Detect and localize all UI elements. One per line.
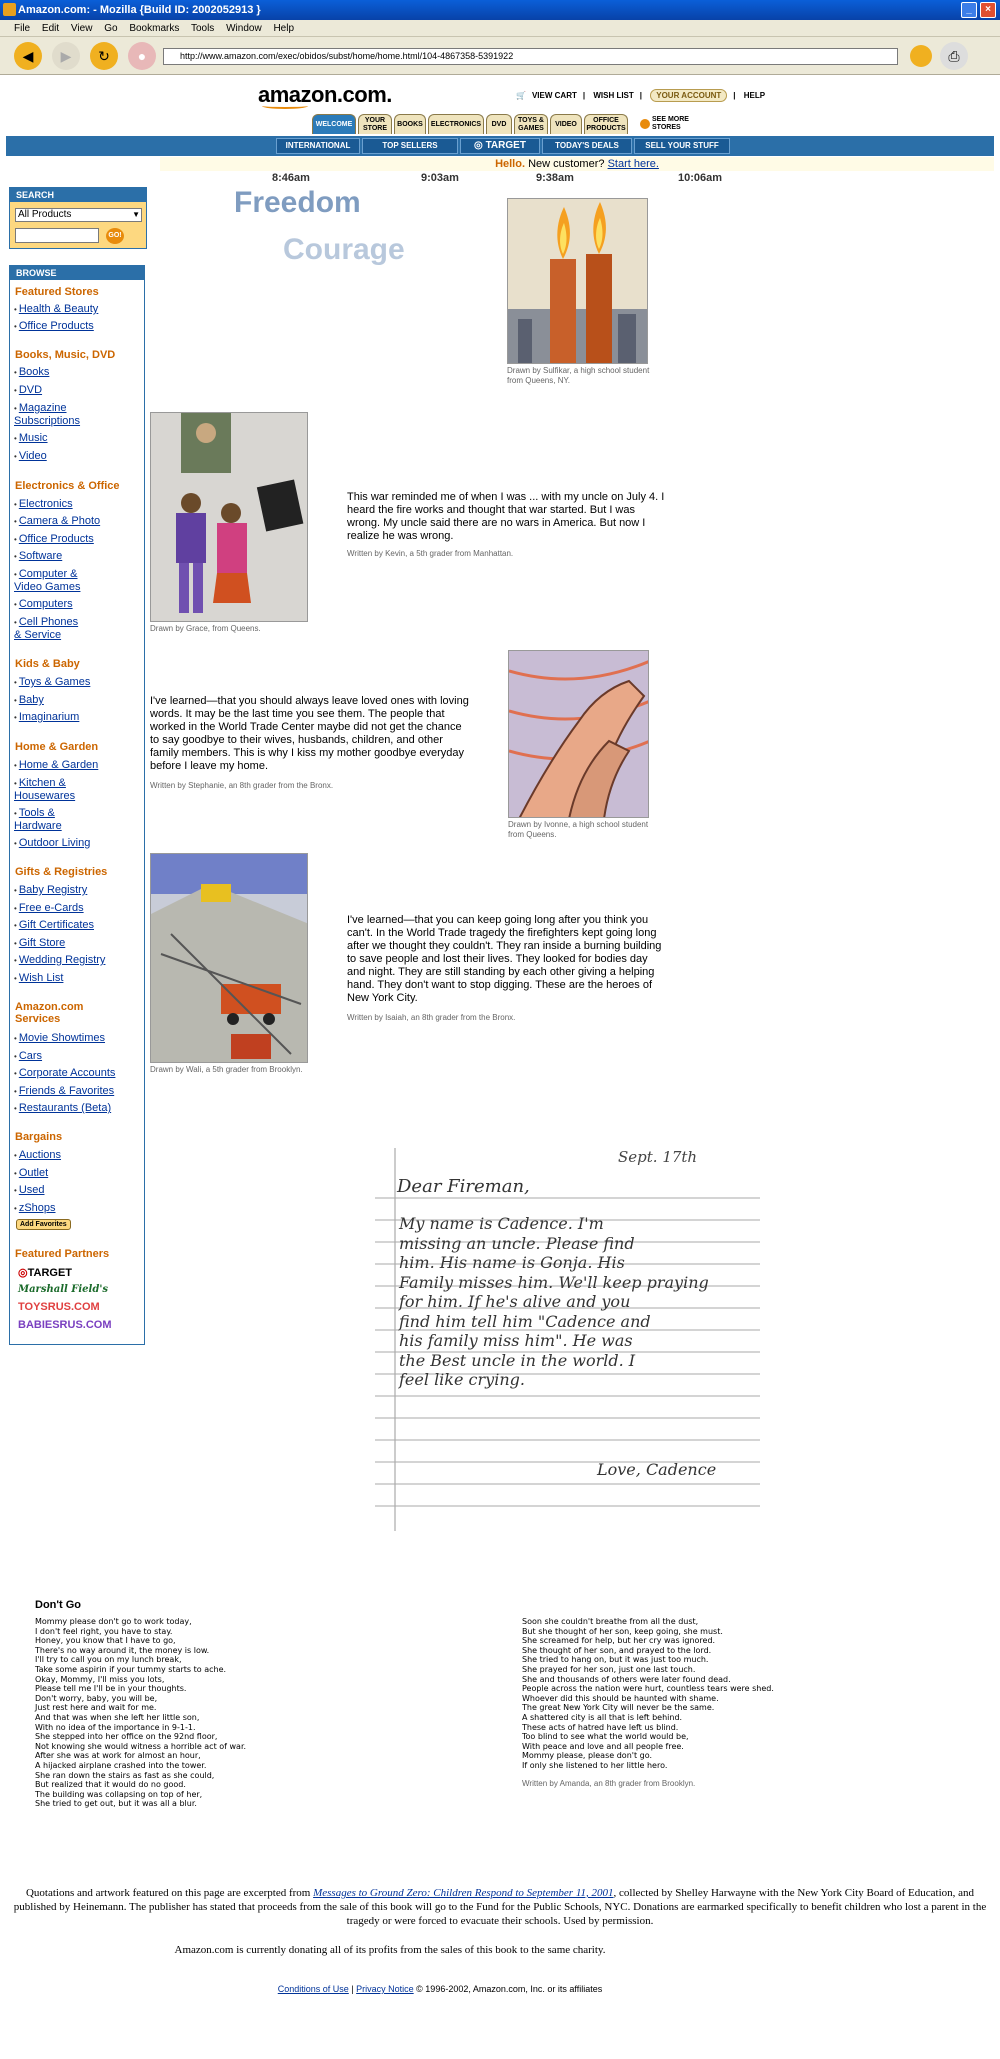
- time-label: 9:03am: [421, 172, 459, 184]
- back-icon[interactable]: ◀: [14, 42, 42, 70]
- browse-link[interactable]: • Gift Certificates: [14, 919, 94, 931]
- wali-drawing-svg: [151, 854, 308, 1063]
- browse-link[interactable]: • Baby: [14, 694, 44, 706]
- mozilla-icon: [3, 3, 16, 16]
- browse-link[interactable]: • DVD: [14, 384, 43, 396]
- caption: Drawn by Grace, from Queens.: [150, 624, 261, 633]
- search-icon[interactable]: [910, 45, 932, 67]
- browse-category: Electronics & Office: [15, 480, 120, 492]
- hello-text: Hello.: [495, 158, 526, 170]
- letter-greeting: Dear Fireman,: [397, 1176, 530, 1197]
- poem-left-column: Mommy please don't go to work today, I don't feel right, you have to stay. Honey, you know that I have to go, There's no way around it, the money is low. I'll try to call you on my lunch break, Take some aspirin if your tummy starts to ache. Okay, Mommy, I'll miss you lots, Please tell me I'll be in your thoughts. Don't worry, baby, you will be, Just rest here and wait for me. And that was when she left her little son, With no idea of the importance in 9-1-1. She stepped into her office on the 92nd floor, Not knowing she would witness a horrible act of war. After she was at work for almost an hour, A hijacked airplane crashed into the tower. She ran down the stairs as fast as she could, But realized that it would do no good. The building was collapsing on top of her, She tried to get out, but it was all a blur.: [35, 1617, 247, 1809]
- conditions-link[interactable]: Conditions of Use: [277, 1984, 349, 1994]
- print-icon[interactable]: ⎙: [940, 42, 968, 70]
- footnote: Quotations and artwork featured on this page are excerpted from Messages to Ground Zero: Children Respond to September 11, 2001, collected by Shelley Harwayne with the New York City Board of Education, and published by Heinemann. The publisher has stated that proceeds from the sale of this book will go to the Fund for the Public Schools, NYC. Donations are earmarked specifically to benefit children who lost a parent in the tragedy or were forced to evacuate their schools. Used by permission.: [13, 1887, 987, 1927]
- browse-nav: [9, 265, 145, 1345]
- tab-video[interactable]: VIDEO: [550, 114, 582, 134]
- forward-icon[interactable]: ▶: [52, 42, 80, 70]
- browse-category: Books, Music, DVD: [15, 349, 116, 361]
- browse-link[interactable]: • Health & Beauty: [14, 303, 99, 315]
- browse-link[interactable]: • Camera & Photo: [14, 515, 101, 527]
- browse-link[interactable]: • Friends & Favorites: [14, 1085, 115, 1097]
- menu-tools[interactable]: Tools: [190, 23, 215, 34]
- greeting-bar: [160, 157, 994, 171]
- amazon-logo[interactable]: amazon.com.: [258, 82, 392, 107]
- todays-deals-link[interactable]: TODAY'S DEALS: [542, 138, 632, 154]
- see-more-stores[interactable]: SEE MORE STORES: [640, 116, 692, 132]
- donation-note: Amazon.com is currently donating all of its profits from the sales of this book to the same charity.: [174, 1944, 606, 1956]
- browse-link[interactable]: • Wedding Registry: [14, 954, 106, 966]
- letter-signature: Love, Cadence: [597, 1460, 717, 1479]
- letter-body: My name is Cadence. I'm missing an uncle. Please find him. His name is Gonja. His Family misses him. We'll keep praying for him. If he's alive and you find him tell him "Cadence and his family miss him". He was the Best uncle in the world. I feel like crying.: [399, 1214, 709, 1389]
- amazon-smile-icon: [262, 103, 308, 109]
- ivonne-drawing: [508, 650, 649, 818]
- search-input[interactable]: [15, 228, 99, 243]
- view-cart-link[interactable]: VIEW CART: [531, 91, 577, 100]
- wish-list-link[interactable]: WISH LIST: [593, 91, 634, 100]
- browse-category: Featured Stores: [15, 286, 99, 298]
- browse-link[interactable]: • Kitchen & Housewares: [14, 777, 76, 802]
- browse-link[interactable]: • Cell Phones & Service: [14, 616, 79, 641]
- top-sellers-link[interactable]: TOP SELLERS: [362, 138, 458, 154]
- ivonne-drawing-svg: [509, 651, 649, 818]
- poem-title: Don't Go: [35, 1599, 81, 1611]
- caption: Drawn by Sulfikar, a high school student from Queens, NY.: [507, 366, 650, 385]
- browse-link[interactable]: • Office Products: [14, 320, 94, 332]
- time-label: 10:06am: [678, 172, 723, 184]
- browse-category: Amazon.com Services: [15, 1001, 84, 1025]
- browse-link[interactable]: • Baby Registry: [14, 884, 88, 896]
- browse-link[interactable]: • Music: [14, 432, 48, 444]
- search-heading: SEARCH: [10, 188, 146, 202]
- top-links: 🛒 VIEW CART | WISH LIST | YOUR ACCOUNT | HELP: [516, 91, 766, 100]
- browse-link[interactable]: • Office Products: [14, 533, 94, 545]
- partner-toysrus[interactable]: TOYSRUS.COM: [18, 1301, 100, 1313]
- browse-link[interactable]: • Computer & Video Games: [14, 568, 81, 593]
- url-bar[interactable]: [163, 48, 898, 65]
- wali-drawing: [150, 853, 308, 1063]
- byline: Written by Isaiah, an 8th grader from the Bronx.: [347, 1013, 516, 1022]
- candles-drawing: [507, 198, 648, 364]
- browse-category: Home & Garden: [15, 741, 99, 753]
- tab-electronics[interactable]: ELECTRONICS: [428, 114, 484, 134]
- navigation-toolbar: [0, 37, 1000, 75]
- time-label: 8:46am: [272, 172, 310, 184]
- menu-view[interactable]: View: [70, 23, 93, 34]
- browse-link[interactable]: • Movie Showtimes: [14, 1032, 106, 1044]
- partner-marshall-fields[interactable]: Marshall Field's: [18, 1284, 109, 1295]
- browse-category: Bargains: [15, 1131, 63, 1143]
- copyright: © 1996-2002, Amazon.com, Inc. or its affiliates: [416, 1984, 603, 1994]
- menu-file[interactable]: File: [14, 23, 31, 34]
- browse-link[interactable]: • Corporate Accounts: [14, 1067, 116, 1079]
- url-text: http://www.amazon.com/exec/obidos/subst/home/home.html/104-4867358-5391922: [180, 51, 514, 61]
- menu-window[interactable]: Window: [226, 23, 262, 34]
- search-category-select[interactable]: All Products ▼: [15, 208, 142, 222]
- courage-heading: Courage: [283, 233, 405, 266]
- browse-link[interactable]: • Home & Garden: [14, 759, 99, 771]
- browse-heading: BROWSE: [10, 266, 144, 280]
- privacy-link[interactable]: Privacy Notice: [356, 1984, 414, 1994]
- window-title: Amazon.com: - Mozilla {Build ID: 2002052913 }: [18, 4, 261, 16]
- letter-date: Sept. 17th: [618, 1148, 698, 1166]
- caption: Drawn by Wali, a 5th grader from Brooklyn.: [150, 1065, 303, 1074]
- window-titlebar: [0, 0, 1000, 20]
- minimize-button[interactable]: _: [961, 2, 977, 18]
- tab-books[interactable]: BOOKS: [394, 114, 426, 134]
- book-link[interactable]: Messages to Ground Zero: Children Respond to September 11, 2001: [313, 1887, 614, 1899]
- target-icon: ◎: [18, 1267, 28, 1279]
- partner-babiesrus[interactable]: BABIESRUS.COM: [18, 1319, 112, 1331]
- cart-icon[interactable]: 🛒: [516, 91, 526, 100]
- stephanie-paragraph: I've learned—that you should always leave loved ones with loving words. It may be the last time you see them. The people that worked in the World Trade Center maybe did not get the chance to say goodbye to their wives, husbands, children, and other family members. This is why I kiss my mother goodbye everyday before I leave my home.: [150, 695, 469, 772]
- browse-link[interactable]: • Video: [14, 450, 47, 462]
- browse-link[interactable]: • Restaurants (Beta): [14, 1102, 112, 1114]
- browse-link[interactable]: • Wish List: [14, 972, 64, 984]
- grace-drawing-svg: [151, 413, 308, 622]
- poem-right-column: Soon she couldn't breathe from all the dust, But she thought of her son, keep going, she must. She screamed for help, but her cry was ignored. She thought of her son, and prayed to the lord. She tried to hang on, but it was just too much. She prayed for her son, just one last touch. She and thousands of others were later found dead. People across the nation were hurt, countless tears were shed. Whoever did this should be haunted with shame. The great New York City will never be the same. A shattered city is all that is left behind. These acts of hatred have left us blind. Too blind to see what the world would be, With peace and love and all people free. Mommy please, please don't go. If only she listened to her little hero.: [522, 1617, 774, 1770]
- browse-category: Gifts & Registries: [15, 866, 108, 878]
- tab-office-products[interactable]: OFFICE PRODUCTS: [584, 114, 628, 134]
- byline: Written by Amanda, an 8th grader from Brooklyn.: [522, 1779, 696, 1788]
- search-box: [9, 187, 147, 249]
- menu-go[interactable]: Go: [104, 23, 118, 34]
- freedom-heading: Freedom: [234, 186, 361, 219]
- chevron-down-icon: ▼: [132, 210, 140, 219]
- sell-your-stuff-link[interactable]: SELL YOUR STUFF: [634, 138, 730, 154]
- browse-link[interactable]: • Gift Store: [14, 937, 66, 949]
- kevin-paragraph: This war reminded me of when I was ... with my uncle on July 4. I heard the fire works and thought that war started. But I was wrong. My uncle said there are no wars in America. But now I realize he was wrong.: [347, 491, 665, 542]
- browse-link[interactable]: • Outlet: [14, 1167, 49, 1179]
- tab-your-store[interactable]: YOUR STORE: [358, 114, 392, 134]
- browse-link[interactable]: • Imaginarium: [14, 711, 80, 723]
- menubar: [0, 20, 1000, 37]
- your-account-link[interactable]: YOUR ACCOUNT: [650, 89, 727, 102]
- browse-link[interactable]: • Used: [14, 1184, 45, 1196]
- arrow-icon: [640, 119, 650, 129]
- cadence-letter: [375, 1148, 760, 1531]
- browse-link[interactable]: • zShops: [14, 1202, 56, 1214]
- menu-help[interactable]: Help: [273, 23, 295, 34]
- secondary-nav: [6, 136, 994, 156]
- partner-target[interactable]: ◎TARGET: [18, 1267, 73, 1279]
- close-button[interactable]: ×: [980, 2, 996, 18]
- isaiah-paragraph: I've learned—that you can keep going long after you think you can't. In the World Trade tragedy the firefighters kept going long after we thought they couldn't. They ran inside a burning building to save people and lost their lives. They looked for bodies day and night. They are still standing by each other giving a helping hand. They don't want to stop digging. These are the heroes of New York City.: [347, 914, 662, 1004]
- browse-link[interactable]: • Tools & Hardware: [14, 807, 62, 832]
- menu-edit[interactable]: Edit: [41, 23, 60, 34]
- browse-category: Kids & Baby: [15, 658, 80, 670]
- stop-icon[interactable]: ●: [128, 42, 156, 70]
- new-customer-text: New customer?: [528, 158, 605, 170]
- browse-link[interactable]: • Cars: [14, 1050, 43, 1062]
- grace-drawing: [150, 412, 308, 622]
- international-link[interactable]: INTERNATIONAL: [276, 138, 360, 154]
- browse-link[interactable]: • Outdoor Living: [14, 837, 91, 849]
- site-footer: Conditions of Use | Privacy Notice © 1996-2002, Amazon.com, Inc. or its affiliates: [277, 1984, 603, 1994]
- help-link[interactable]: HELP: [743, 91, 766, 100]
- caption: Drawn by Ivonne, a high school student from Queens.: [508, 820, 649, 839]
- browse-link[interactable]: • Magazine Subscriptions: [14, 402, 81, 427]
- byline: Written by Kevin, a 5th grader from Manhattan.: [347, 549, 514, 558]
- browse-link[interactable]: • Software: [14, 550, 63, 562]
- featured-partners-heading: Featured Partners: [15, 1248, 110, 1260]
- browse-link[interactable]: • Books: [14, 366, 50, 378]
- byline: Written by Stephanie, an 8th grader from the Bronx.: [150, 781, 334, 790]
- menu-bookmarks[interactable]: Bookmarks: [129, 23, 180, 34]
- tab-toys-games[interactable]: TOYS & GAMES: [514, 114, 548, 134]
- go-button[interactable]: GO!: [106, 228, 124, 244]
- reload-icon[interactable]: ↻: [90, 42, 118, 70]
- tab-dvd[interactable]: DVD: [486, 114, 512, 134]
- browse-link[interactable]: • Auctions: [14, 1149, 62, 1161]
- time-label: 9:38am: [536, 172, 574, 184]
- add-favorites-button[interactable]: Add Favorites: [16, 1219, 71, 1230]
- candles-drawing-svg: [508, 199, 648, 364]
- target-link[interactable]: ◎ TARGET: [460, 138, 540, 154]
- browse-link[interactable]: • Toys & Games: [14, 676, 91, 688]
- tab-welcome[interactable]: WELCOME: [312, 114, 356, 134]
- target-icon: ◎: [474, 140, 483, 151]
- browse-link[interactable]: • Computers: [14, 598, 73, 610]
- browse-link[interactable]: • Electronics: [14, 498, 73, 510]
- start-here-link[interactable]: Start here.: [607, 158, 659, 170]
- browse-link[interactable]: • Free e-Cards: [14, 902, 84, 914]
